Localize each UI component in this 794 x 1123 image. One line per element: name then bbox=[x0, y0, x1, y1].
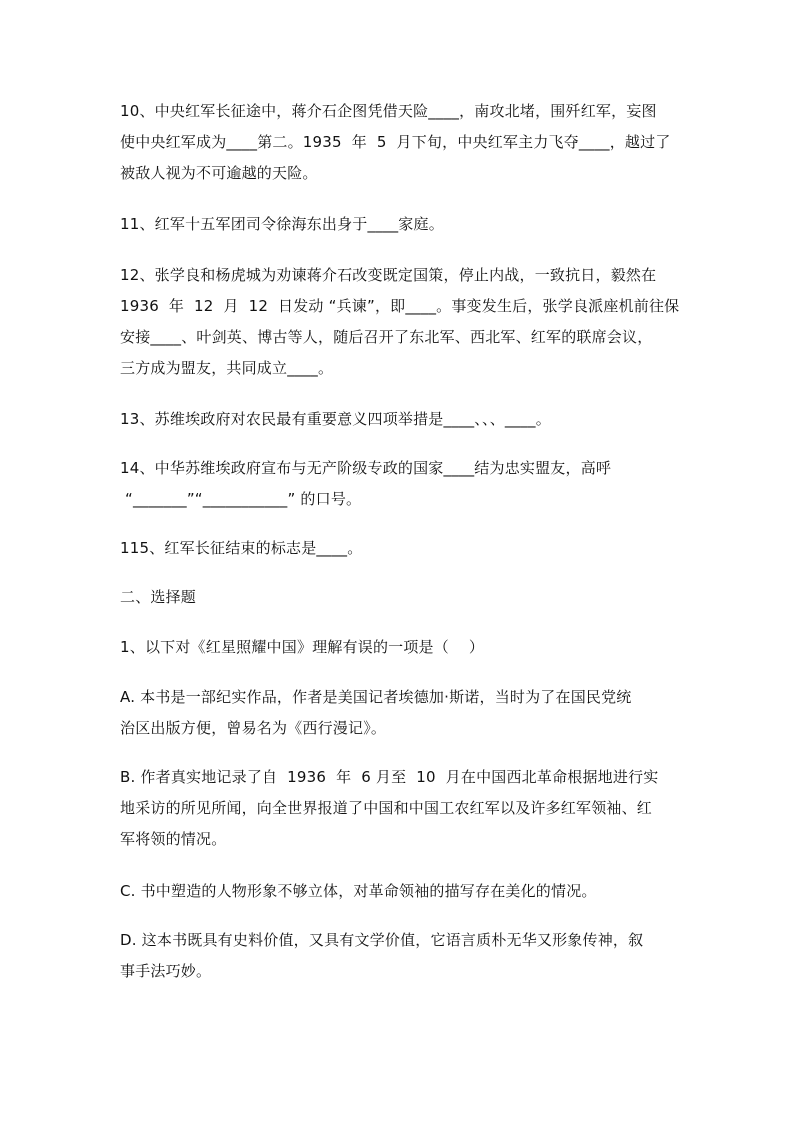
question-115 bbox=[120, 533, 680, 564]
question-11 bbox=[120, 209, 680, 240]
text-line: 使中央红军成为____第二。1935 年 5 月下旬，中央红军主力飞夺____，越过了 bbox=[120, 133, 671, 151]
text-line: 13、苏维埃政府对农民最有重要意义四项举措是____、、、____。 bbox=[120, 410, 551, 428]
text-line: 地采访的所见所闻，向全世界报道了中国和中国工农红军以及许多红军领袖、红 bbox=[120, 799, 653, 817]
text-line: 12、张学良和杨虎城为劝谏蒋介石改变既定国策，停止内战，一致抗日，毅然在 bbox=[120, 266, 657, 284]
option-b bbox=[120, 762, 680, 855]
text-line: 治区出版方便，曾易名为《西行漫记》。 bbox=[120, 719, 387, 737]
text-line: “_______”“___________” 的口号。 bbox=[120, 490, 362, 508]
question-10 bbox=[120, 96, 680, 189]
text-line: 10、中央红军长征途中，蒋介石企图凭借天险____，南攻北堵，围歼红军，妄图 bbox=[120, 102, 657, 120]
text-line: 事手法巧妙。 bbox=[120, 962, 212, 980]
question-13 bbox=[120, 404, 680, 435]
text-line: 1936 年 12 月 12 日发动 “兵谏”，即____。事变发生后，张学良派座机前往保 bbox=[120, 297, 680, 315]
text-line: C. 书中塑造的人物形象不够立体，对革命领袖的描写存在美化的情况。 bbox=[120, 882, 597, 900]
text-line: 军将领的情况。 bbox=[120, 830, 227, 848]
text-line: 被敌人视为不可逾越的天险。 bbox=[120, 164, 318, 182]
option-c bbox=[120, 876, 680, 907]
section-title-text: 二、选择题 bbox=[120, 588, 197, 606]
question-14 bbox=[120, 453, 680, 515]
choice-question bbox=[120, 632, 680, 663]
question-text: 1、以下对《红星照耀中国》理解有误的一项是（ ） bbox=[120, 638, 485, 656]
text-line: A. 本书是一部纪实作品，作者是美国记者埃德加·斯诺，当时为了在国民党统 bbox=[120, 688, 632, 706]
text-line: D. 这本书既具有史料价值，又具有文学价值，它语言质朴无华又形象传神，叙 bbox=[120, 931, 644, 949]
text-line: 11、红军十五军团司令徐海东出身于____家庭。 bbox=[120, 215, 444, 233]
text-line: 安接____、叶剑英、博古等人，随后召开了东北军、西北军、红军的联席会议， bbox=[120, 328, 653, 346]
text-line: 14、中华苏维埃政府宣布与无产阶级专政的国家____结为忠实盟友，高呼 bbox=[120, 459, 612, 477]
option-a bbox=[120, 682, 680, 744]
section-title bbox=[120, 582, 680, 613]
question-12 bbox=[120, 260, 680, 384]
text-line: 三方成为盟友，共同成立____。 bbox=[120, 359, 334, 377]
text-line: 115、红军长征结束的标志是____。 bbox=[120, 539, 363, 557]
text-line: B. 作者真实地记录了自 1936 年 6 月至 10 月在中国西北革命根据地进行实 bbox=[120, 768, 659, 786]
option-d bbox=[120, 925, 680, 987]
